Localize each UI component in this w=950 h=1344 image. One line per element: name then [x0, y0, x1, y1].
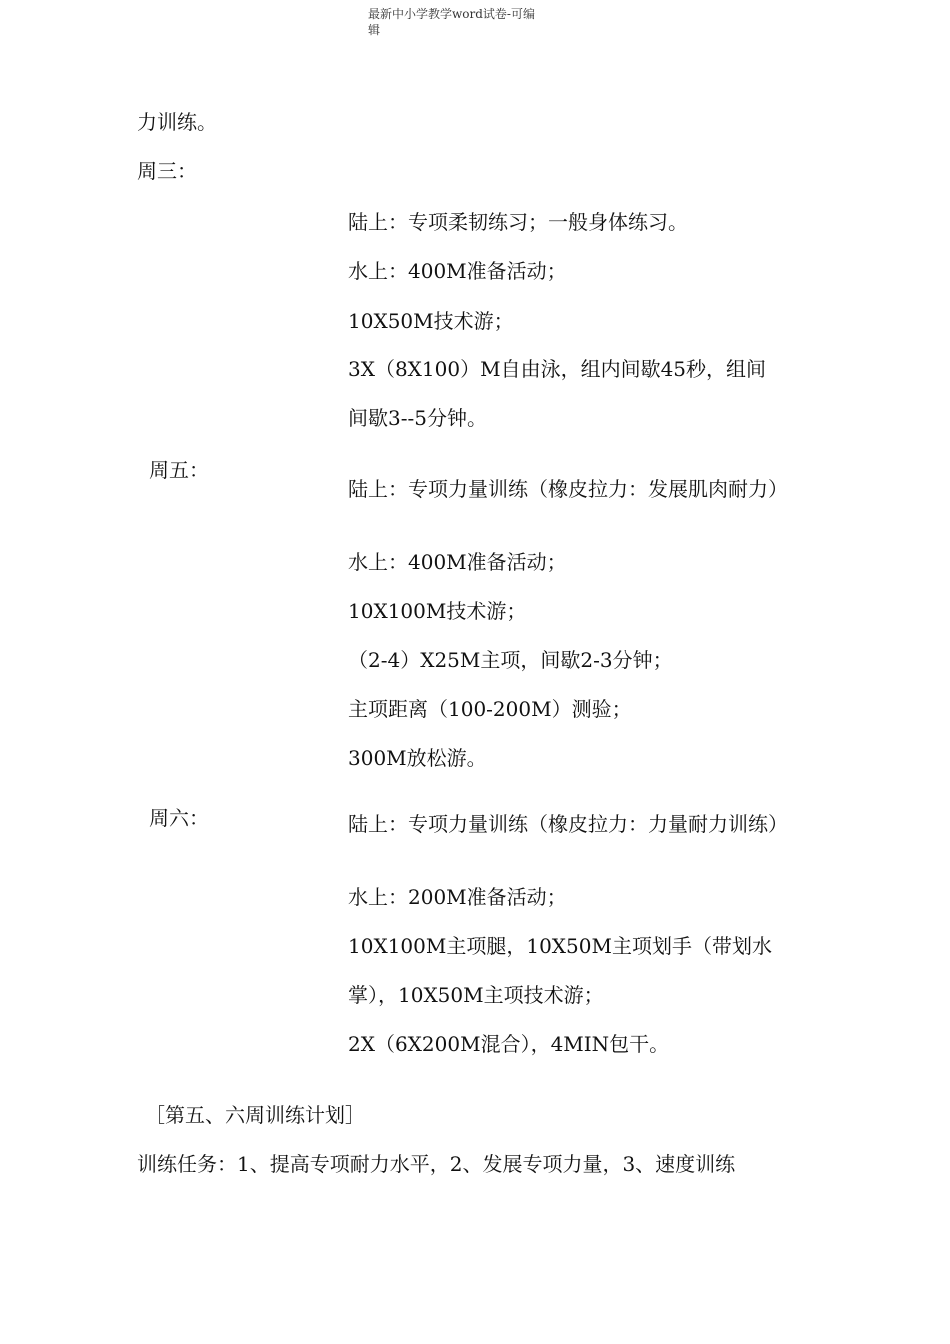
- saturday-label: 周六：: [149, 806, 209, 830]
- saturday-water: 水上：200M准备活动；: [348, 885, 567, 909]
- wednesday-water: 水上：400M准备活动；: [348, 259, 567, 283]
- training-task: 训练任务：1、提高专项耐力水平，2、发展专项力量，3、速度训练: [137, 1152, 736, 1176]
- friday-land: 陆上：专项力量训练（橡皮拉力：发展肌肉耐力）: [348, 477, 788, 501]
- wednesday-label: 周三：: [137, 159, 197, 183]
- friday-item-4: 300M放松游。: [348, 746, 487, 770]
- saturday-item-1: 10X100M主项腿，10X50M主项划手（带划水: [348, 934, 772, 958]
- section-heading: ［第五、六周训练计划］: [145, 1103, 365, 1127]
- page-header: [368, 6, 568, 38]
- wednesday-item-2: 3X（8X100）M自由泳，组内间歇45秒，组间: [348, 357, 767, 381]
- saturday-land: 陆上：专项力量训练（橡皮拉力：力量耐力训练）: [348, 812, 788, 836]
- friday-item-3: 主项距离（100-200M）测验；: [348, 697, 632, 721]
- friday-water: 水上：400M准备活动；: [348, 550, 567, 574]
- continued-text: 力训练。: [137, 110, 217, 134]
- wednesday-item-2-cont: 间歇3--5分钟。: [348, 406, 487, 430]
- friday-label: 周五：: [149, 458, 209, 482]
- wednesday-item-1: 10X50M技术游；: [348, 309, 514, 333]
- saturday-item-1-cont: 掌），10X50M主项技术游；: [348, 983, 604, 1007]
- header-line-1: 最新中小学教学word试卷-可编: [368, 7, 535, 21]
- wednesday-land: 陆上：专项柔韧练习；一般身体练习。: [348, 210, 688, 234]
- friday-item-2: （2-4）X25M主项，间歇2-3分钟；: [348, 648, 673, 672]
- friday-item-1: 10X100M技术游；: [348, 599, 527, 623]
- saturday-item-2: 2X（6X200M混合），4MIN包干。: [348, 1032, 670, 1056]
- header-line-2: 辑: [368, 23, 381, 37]
